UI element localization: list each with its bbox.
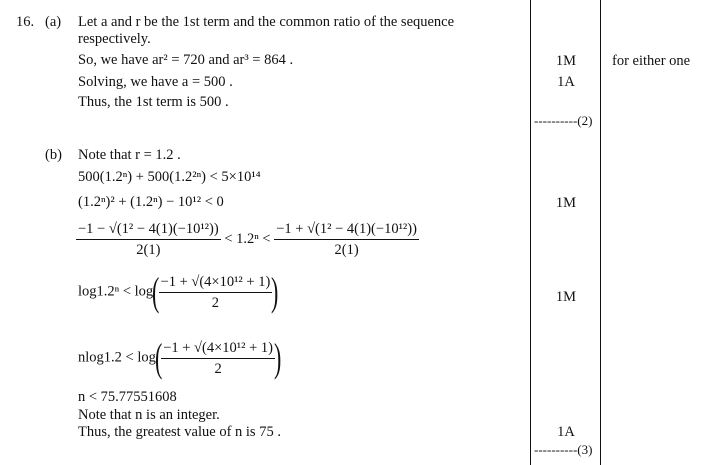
part-a-remark: for either one: [612, 53, 691, 69]
log-ineq2-lhs: nlog1.2 < log: [78, 349, 156, 366]
ineq3-left-denominator: 2(1): [136, 242, 161, 258]
part-b-mark-1: 1M: [555, 195, 577, 211]
part-b-note-r: Note that r = 1.2 .: [78, 147, 181, 163]
part-b-mark-3: 1A: [557, 424, 575, 440]
part-a-subtotal: ----------(2): [534, 113, 593, 128]
part-a-intro-line2: respectively.: [78, 31, 151, 47]
part-b-conclusion: Thus, the greatest value of n is 75 .: [78, 424, 281, 440]
part-b-ineq1: 500(1.2ⁿ) + 500(1.2²ⁿ) < 5×10¹⁴: [78, 169, 261, 185]
log-ineq1-lhs: log1.2ⁿ < log: [78, 283, 154, 300]
part-b-label: (b): [45, 147, 62, 163]
left-paren: (: [154, 335, 163, 380]
part-a-so-line: So, we have ar² = 720 and ar³ = 864 .: [78, 52, 294, 68]
part-b-ineq3: [76, 220, 419, 259]
log-ineq1-numerator: −1 + √(4×10¹² + 1): [159, 273, 273, 293]
ineq3-right-fraction: [274, 220, 419, 259]
part-b-log-ineq1: [78, 269, 279, 314]
ineq3-left-fraction: [76, 220, 221, 259]
right-paren: ): [271, 269, 279, 314]
part-a-label: (a): [45, 14, 62, 30]
part-b-subtotal: ----------(3): [534, 442, 593, 457]
part-b-note-int: Note that n is an integer.: [78, 407, 220, 423]
left-paren: (: [152, 269, 160, 314]
question-number: 16.: [16, 14, 35, 30]
log-ineq2-fraction: [161, 339, 275, 378]
part-a-intro-line1: Let a and r be the 1st term and the common ratio of the sequence: [78, 14, 455, 30]
ineq3-right-denominator: 2(1): [334, 242, 359, 258]
marks-column-right-border: [600, 0, 601, 465]
part-a-conclusion: Thus, the 1st term is 500 .: [78, 94, 229, 110]
part-a-mark-1: 1M: [555, 53, 577, 69]
log-ineq1-denominator: 2: [211, 294, 220, 311]
part-a-mark-2: 1A: [557, 74, 575, 90]
ineq3-right-numerator: −1 + √(1² − 4(1)(−10¹²)): [274, 220, 419, 240]
ineq3-middle: < 1.2ⁿ <: [224, 230, 271, 247]
ineq3-left-numerator: −1 − √(1² − 4(1)(−10¹²)): [76, 220, 221, 240]
part-b-mark-2: 1M: [555, 289, 577, 305]
log-ineq2-denominator: 2: [214, 360, 222, 377]
marks-column-left-border: [530, 0, 531, 465]
right-paren: ): [273, 335, 282, 380]
part-b-result: n < 75.77551608: [78, 389, 177, 405]
part-a-solving-line: Solving, we have a = 500 .: [78, 74, 233, 90]
log-ineq2-numerator: −1 + √(4×10¹² + 1): [161, 339, 275, 359]
log-ineq1-fraction: [159, 273, 273, 312]
part-b-ineq2: (1.2ⁿ)² + (1.2ⁿ) − 10¹² < 0: [78, 194, 224, 210]
part-b-log-ineq2: [78, 335, 282, 380]
